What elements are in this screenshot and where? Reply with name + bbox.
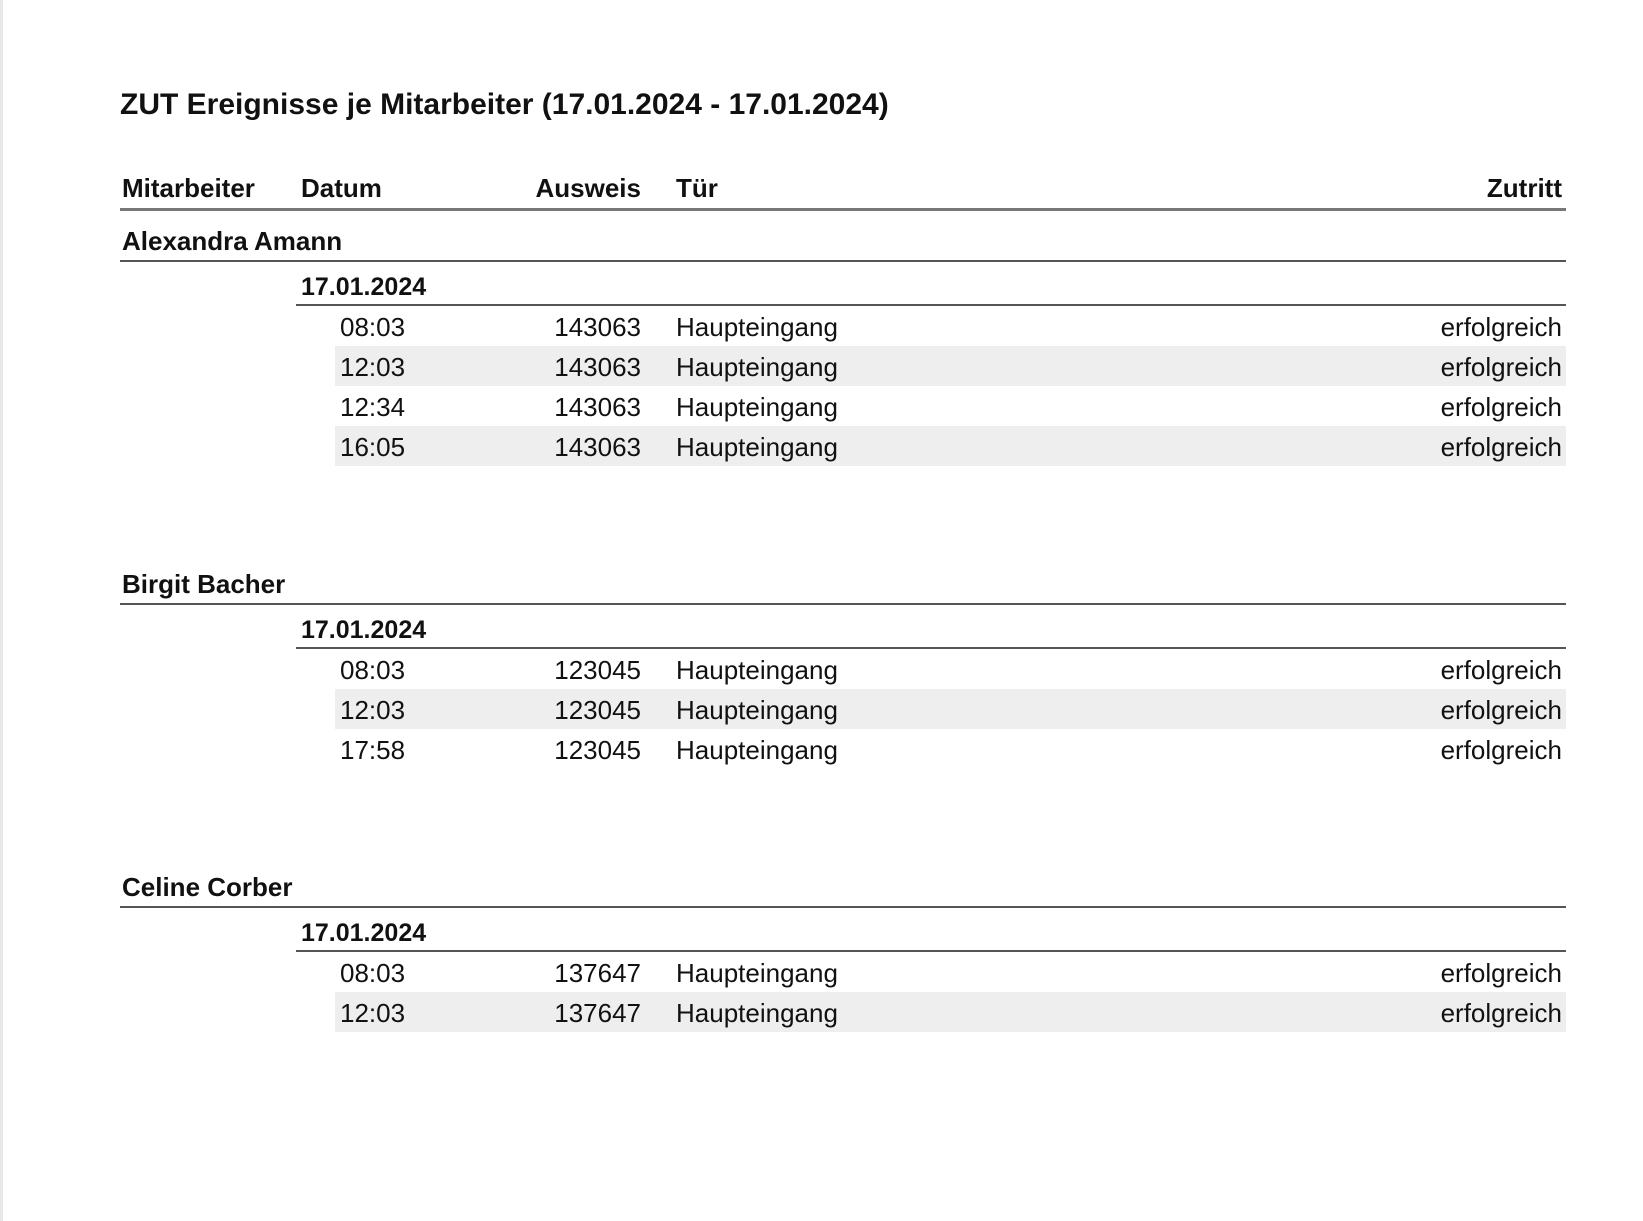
event-row	[335, 386, 1566, 426]
date-block	[296, 908, 1566, 1032]
event-badge: 137647	[554, 958, 641, 988]
employee-group	[120, 554, 1566, 769]
column-header-door: Tür	[676, 173, 718, 203]
event-time: 17:58	[340, 735, 406, 765]
event-row	[335, 992, 1566, 1032]
date-label: 17.01.2024	[296, 908, 1566, 952]
date-block	[296, 605, 1566, 769]
event-door: Haupteingang	[676, 655, 838, 685]
page-edge	[0, 0, 3, 1221]
event-access: erfolgreich	[1440, 432, 1562, 462]
event-door: Haupteingang	[676, 695, 838, 725]
event-access: erfolgreich	[1440, 998, 1562, 1028]
event-list	[335, 306, 1566, 466]
event-time: 08:03	[340, 312, 406, 342]
column-header-access: Zutritt	[1486, 173, 1562, 203]
date-label: 17.01.2024	[296, 605, 1566, 649]
employee-group	[120, 211, 1566, 466]
event-door: Haupteingang	[676, 392, 838, 422]
report-title: ZUT Ereignisse je Mitarbeiter (17.01.2024 - 17.01.2024)	[120, 88, 889, 121]
event-door: Haupteingang	[676, 998, 838, 1028]
event-door: Haupteingang	[676, 735, 838, 765]
employee-name: Birgit Bacher	[120, 554, 1566, 605]
event-time: 12:03	[340, 695, 406, 725]
event-access: erfolgreich	[1440, 392, 1562, 422]
event-badge: 143063	[554, 352, 641, 382]
event-row	[335, 306, 1566, 346]
event-time: 12:03	[340, 998, 406, 1028]
column-header-date: Datum	[301, 173, 382, 203]
event-time: 16:05	[340, 432, 406, 462]
employee-name: Celine Corber	[120, 857, 1566, 908]
event-badge: 143063	[554, 392, 641, 422]
event-time: 08:03	[340, 655, 406, 685]
event-time: 08:03	[340, 958, 406, 988]
event-row	[335, 346, 1566, 386]
event-row	[335, 729, 1566, 769]
event-list	[335, 952, 1566, 1032]
event-door: Haupteingang	[676, 312, 838, 342]
employee-name: Alexandra Amann	[120, 211, 1566, 262]
column-header-badge: Ausweis	[535, 173, 641, 203]
event-door: Haupteingang	[676, 432, 838, 462]
event-badge: 123045	[554, 655, 641, 685]
event-access: erfolgreich	[1440, 695, 1562, 725]
event-badge: 143063	[554, 432, 641, 462]
event-access: erfolgreich	[1440, 312, 1562, 342]
event-list	[335, 649, 1566, 769]
event-row	[335, 689, 1566, 729]
event-door: Haupteingang	[676, 352, 838, 382]
event-badge: 137647	[554, 998, 641, 1028]
event-access: erfolgreich	[1440, 958, 1562, 988]
event-badge: 123045	[554, 735, 641, 765]
event-badge: 143063	[554, 312, 641, 342]
employee-group	[120, 857, 1566, 1032]
report	[120, 80, 1566, 1032]
column-header-employee: Mitarbeiter	[122, 173, 255, 203]
event-access: erfolgreich	[1440, 352, 1562, 382]
event-row	[335, 952, 1566, 992]
event-badge: 123045	[554, 695, 641, 725]
event-access: erfolgreich	[1440, 655, 1562, 685]
column-header-row	[120, 162, 1566, 211]
event-time: 12:34	[340, 392, 406, 422]
event-time: 12:03	[340, 352, 406, 382]
event-row	[335, 426, 1566, 466]
event-access: erfolgreich	[1440, 735, 1562, 765]
event-door: Haupteingang	[676, 958, 838, 988]
date-label: 17.01.2024	[296, 262, 1566, 306]
event-row	[335, 649, 1566, 689]
date-block	[296, 262, 1566, 466]
